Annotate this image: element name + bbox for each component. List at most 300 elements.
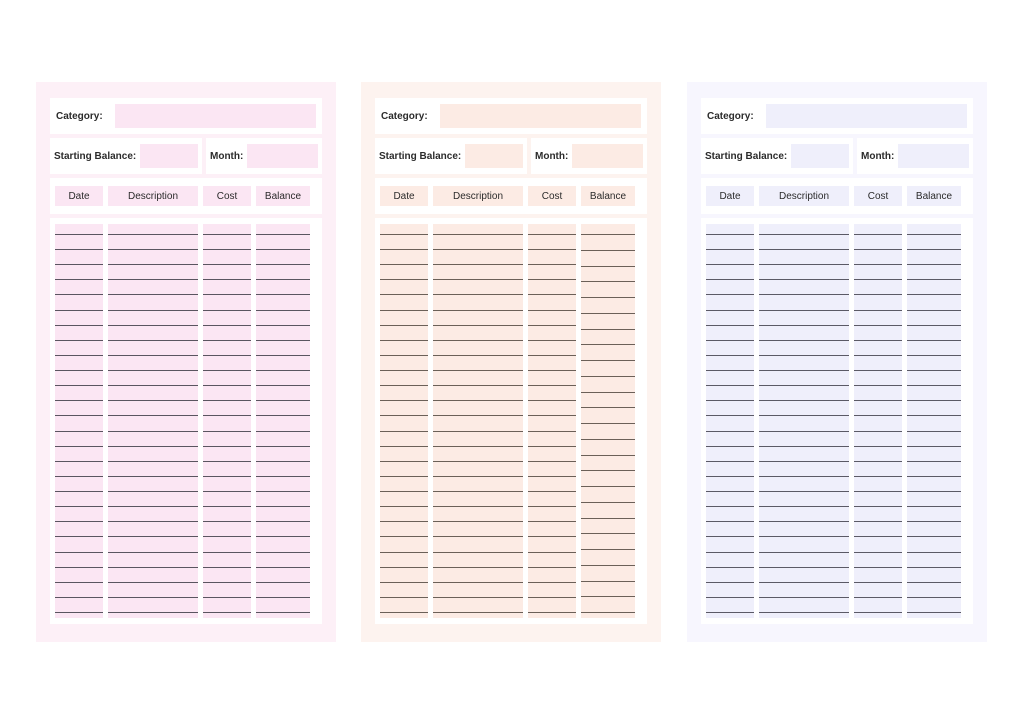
ruled-line xyxy=(854,279,902,280)
ruled-line xyxy=(907,355,961,356)
starting-balance-label: Starting Balance: xyxy=(379,150,462,162)
ruled-line xyxy=(203,234,251,235)
ruled-line xyxy=(854,264,902,265)
month-label: Month: xyxy=(535,150,569,162)
starting-balance-label: Starting Balance: xyxy=(54,150,137,162)
budget-sheet-1 xyxy=(36,82,336,642)
ruled-line xyxy=(256,446,310,447)
ruled-line xyxy=(759,461,849,462)
ruled-line xyxy=(528,506,576,507)
ruled-line xyxy=(55,506,103,507)
ruled-line xyxy=(256,385,310,386)
ruled-line xyxy=(528,325,576,326)
ruled-line xyxy=(380,431,428,432)
ruled-line xyxy=(706,476,754,477)
ruled-line xyxy=(55,536,103,537)
ruled-line xyxy=(108,446,198,447)
ruled-line xyxy=(907,506,961,507)
ruled-line xyxy=(581,470,635,471)
ruled-line xyxy=(55,234,103,235)
ruled-line xyxy=(854,431,902,432)
ruled-line xyxy=(907,567,961,568)
ruled-line xyxy=(108,415,198,416)
ruled-line xyxy=(380,294,428,295)
ruled-line xyxy=(706,597,754,598)
ruled-line xyxy=(55,415,103,416)
ruled-line xyxy=(907,612,961,613)
column-header-cost: Cost xyxy=(528,186,576,206)
ruled-line xyxy=(706,340,754,341)
ruled-line xyxy=(108,521,198,522)
ruled-line xyxy=(108,400,198,401)
category-row xyxy=(701,98,973,134)
ruled-line xyxy=(528,521,576,522)
ruled-line xyxy=(581,439,635,440)
ruled-line xyxy=(854,385,902,386)
starting-balance-field[interactable] xyxy=(140,144,198,168)
ruled-line xyxy=(706,461,754,462)
ruled-line xyxy=(854,476,902,477)
ruled-line xyxy=(256,310,310,311)
ruled-line xyxy=(256,612,310,613)
ruled-line xyxy=(203,461,251,462)
ruled-line xyxy=(759,612,849,613)
ruled-line xyxy=(528,431,576,432)
ruled-line xyxy=(108,249,198,250)
ruled-line xyxy=(581,376,635,377)
ruled-line xyxy=(528,567,576,568)
ruled-line xyxy=(907,340,961,341)
ruled-line xyxy=(907,400,961,401)
ruled-line xyxy=(256,400,310,401)
ruled-line xyxy=(55,294,103,295)
ruled-line xyxy=(907,279,961,280)
ruled-line xyxy=(55,279,103,280)
ledger-column-cost[interactable] xyxy=(528,224,576,618)
ruled-line xyxy=(380,597,428,598)
ruled-line xyxy=(581,423,635,424)
ledger-column-description[interactable] xyxy=(433,224,523,618)
ruled-line xyxy=(433,294,523,295)
ruled-line xyxy=(581,234,635,235)
ruled-line xyxy=(854,552,902,553)
ruled-line xyxy=(108,340,198,341)
category-label: Category: xyxy=(56,110,103,122)
ruled-line xyxy=(528,461,576,462)
ruled-line xyxy=(256,264,310,265)
ruled-line xyxy=(581,518,635,519)
ruled-line xyxy=(203,567,251,568)
ruled-line xyxy=(907,234,961,235)
ruled-line xyxy=(581,581,635,582)
ruled-line xyxy=(433,582,523,583)
ledger-body xyxy=(50,218,322,624)
ruled-line xyxy=(759,567,849,568)
budget-sheet-3 xyxy=(687,82,987,642)
ruled-line xyxy=(706,552,754,553)
ledger-column-date[interactable] xyxy=(706,224,754,618)
ruled-line xyxy=(203,310,251,311)
month-field[interactable] xyxy=(572,144,643,168)
ruled-line xyxy=(380,521,428,522)
ruled-line xyxy=(528,249,576,250)
ledger-column-cost[interactable] xyxy=(854,224,902,618)
ruled-line xyxy=(108,234,198,235)
ruled-line xyxy=(581,360,635,361)
ruled-line xyxy=(706,310,754,311)
ruled-line xyxy=(380,310,428,311)
ruled-line xyxy=(380,415,428,416)
ruled-line xyxy=(759,597,849,598)
ruled-line xyxy=(706,536,754,537)
ruled-line xyxy=(706,491,754,492)
ruled-line xyxy=(528,552,576,553)
column-header-date: Date xyxy=(55,186,103,206)
ruled-line xyxy=(203,370,251,371)
ruled-line xyxy=(528,279,576,280)
ruled-line xyxy=(907,370,961,371)
ruled-line xyxy=(854,446,902,447)
column-header-description: Description xyxy=(108,186,198,206)
ruled-line xyxy=(581,344,635,345)
ruled-line xyxy=(433,612,523,613)
ruled-line xyxy=(55,521,103,522)
ruled-line xyxy=(203,446,251,447)
ruled-line xyxy=(528,264,576,265)
ruled-line xyxy=(55,491,103,492)
ruled-line xyxy=(759,552,849,553)
ruled-line xyxy=(380,355,428,356)
column-header-balance: Balance xyxy=(256,186,310,206)
column-header-date: Date xyxy=(706,186,754,206)
ruled-line xyxy=(433,234,523,235)
ruled-line xyxy=(528,340,576,341)
ruled-line xyxy=(759,325,849,326)
ruled-line xyxy=(55,461,103,462)
ruled-line xyxy=(108,491,198,492)
category-row xyxy=(375,98,647,134)
ruled-line xyxy=(907,431,961,432)
ledger-column-date[interactable] xyxy=(380,224,428,618)
column-header-row xyxy=(50,178,322,214)
ruled-line xyxy=(854,325,902,326)
ruled-line xyxy=(203,612,251,613)
ruled-line xyxy=(907,385,961,386)
ledger-column-balance[interactable] xyxy=(907,224,961,618)
ruled-line xyxy=(759,310,849,311)
ruled-line xyxy=(256,491,310,492)
ruled-line xyxy=(854,461,902,462)
ruled-line xyxy=(108,279,198,280)
ruled-line xyxy=(759,431,849,432)
category-field[interactable] xyxy=(440,104,641,128)
category-field[interactable] xyxy=(115,104,316,128)
ruled-line xyxy=(706,612,754,613)
month-field[interactable] xyxy=(898,144,969,168)
ruled-line xyxy=(55,552,103,553)
ruled-line xyxy=(108,506,198,507)
ruled-line xyxy=(854,612,902,613)
ruled-line xyxy=(706,264,754,265)
ruled-line xyxy=(706,446,754,447)
ruled-line xyxy=(203,264,251,265)
ruled-line xyxy=(854,567,902,568)
ruled-line xyxy=(581,549,635,550)
ruled-line xyxy=(528,370,576,371)
ruled-line xyxy=(380,567,428,568)
ruled-line xyxy=(203,385,251,386)
ruled-line xyxy=(854,415,902,416)
ruled-line xyxy=(854,249,902,250)
ruled-line xyxy=(433,310,523,311)
ruled-line xyxy=(55,264,103,265)
ruled-line xyxy=(55,370,103,371)
ruled-line xyxy=(433,506,523,507)
ruled-line xyxy=(528,234,576,235)
ruled-line xyxy=(108,461,198,462)
ruled-line xyxy=(433,370,523,371)
month-field[interactable] xyxy=(247,144,318,168)
column-header-description: Description xyxy=(759,186,849,206)
ruled-line xyxy=(203,521,251,522)
ruled-line xyxy=(706,234,754,235)
ruled-line xyxy=(907,249,961,250)
ruled-line xyxy=(108,552,198,553)
month-panel xyxy=(531,138,647,174)
balance-month-row xyxy=(701,138,973,174)
ruled-line xyxy=(203,249,251,250)
column-header-cost: Cost xyxy=(854,186,902,206)
ruled-line xyxy=(256,234,310,235)
ledger-column-balance[interactable] xyxy=(256,224,310,618)
ruled-line xyxy=(854,506,902,507)
ruled-line xyxy=(759,279,849,280)
ruled-line xyxy=(256,567,310,568)
ruled-line xyxy=(108,582,198,583)
ruled-line xyxy=(203,431,251,432)
ruled-line xyxy=(55,567,103,568)
starting-balance-panel xyxy=(701,138,853,174)
month-label: Month: xyxy=(861,150,895,162)
ruled-line xyxy=(581,329,635,330)
category-row xyxy=(50,98,322,134)
ruled-line xyxy=(433,400,523,401)
ruled-line xyxy=(55,340,103,341)
ruled-line xyxy=(203,415,251,416)
ruled-line xyxy=(907,491,961,492)
ruled-line xyxy=(108,536,198,537)
ruled-line xyxy=(528,582,576,583)
starting-balance-field[interactable] xyxy=(465,144,523,168)
ruled-line xyxy=(55,355,103,356)
month-label: Month: xyxy=(210,150,244,162)
ruled-line xyxy=(581,297,635,298)
ruled-line xyxy=(55,612,103,613)
ruled-line xyxy=(256,294,310,295)
ruled-line xyxy=(581,596,635,597)
ruled-line xyxy=(854,310,902,311)
column-header-date: Date xyxy=(380,186,428,206)
ruled-line xyxy=(256,370,310,371)
ruled-line xyxy=(433,567,523,568)
ruled-line xyxy=(108,567,198,568)
ruled-line xyxy=(854,294,902,295)
ruled-line xyxy=(759,294,849,295)
ruled-line xyxy=(108,325,198,326)
ruled-line xyxy=(528,415,576,416)
ruled-line xyxy=(256,340,310,341)
ruled-line xyxy=(256,476,310,477)
ruled-line xyxy=(854,370,902,371)
ruled-line xyxy=(203,279,251,280)
ruled-line xyxy=(108,431,198,432)
ruled-line xyxy=(55,582,103,583)
ruled-line xyxy=(759,415,849,416)
category-field[interactable] xyxy=(766,104,967,128)
ruled-line xyxy=(528,536,576,537)
ruled-line xyxy=(380,370,428,371)
ruled-line xyxy=(203,506,251,507)
ruled-line xyxy=(108,370,198,371)
ruled-line xyxy=(854,582,902,583)
ruled-line xyxy=(706,370,754,371)
ruled-line xyxy=(256,552,310,553)
ruled-line xyxy=(203,340,251,341)
ruled-line xyxy=(55,385,103,386)
ruled-line xyxy=(907,536,961,537)
ruled-line xyxy=(706,279,754,280)
ledger-body xyxy=(375,218,647,624)
ledger-column-cost[interactable] xyxy=(203,224,251,618)
ruled-line xyxy=(907,446,961,447)
ledger-column-balance[interactable] xyxy=(581,224,635,618)
ruled-line xyxy=(256,279,310,280)
ruled-line xyxy=(380,340,428,341)
ruled-line xyxy=(203,355,251,356)
ruled-line xyxy=(380,461,428,462)
ruled-line xyxy=(256,597,310,598)
ruled-line xyxy=(433,325,523,326)
ruled-line xyxy=(433,491,523,492)
ruled-line xyxy=(256,536,310,537)
ruled-line xyxy=(528,355,576,356)
ruled-line xyxy=(528,446,576,447)
ruled-line xyxy=(907,582,961,583)
ruled-line xyxy=(581,455,635,456)
ruled-line xyxy=(759,521,849,522)
ruled-line xyxy=(759,370,849,371)
ruled-line xyxy=(528,491,576,492)
starting-balance-field[interactable] xyxy=(791,144,849,168)
ruled-line xyxy=(108,476,198,477)
ruled-line xyxy=(55,310,103,311)
ruled-line xyxy=(706,415,754,416)
ruled-line xyxy=(854,597,902,598)
ruled-line xyxy=(907,476,961,477)
ruled-line xyxy=(433,521,523,522)
ruled-line xyxy=(108,612,198,613)
ruled-line xyxy=(854,521,902,522)
ruled-line xyxy=(203,597,251,598)
ruled-line xyxy=(706,567,754,568)
ruled-line xyxy=(55,400,103,401)
ruled-line xyxy=(581,533,635,534)
budget-sheet-2 xyxy=(361,82,661,642)
ruled-line xyxy=(380,234,428,235)
ruled-line xyxy=(380,476,428,477)
ruled-line xyxy=(706,294,754,295)
ruled-line xyxy=(706,355,754,356)
ruled-line xyxy=(108,597,198,598)
starting-balance-panel xyxy=(375,138,527,174)
ruled-line xyxy=(433,385,523,386)
ruled-line xyxy=(380,536,428,537)
ruled-line xyxy=(759,385,849,386)
ruled-line xyxy=(759,249,849,250)
ruled-line xyxy=(380,400,428,401)
starting-balance-label: Starting Balance: xyxy=(705,150,788,162)
ruled-line xyxy=(256,355,310,356)
ruled-line xyxy=(581,392,635,393)
ruled-line xyxy=(907,325,961,326)
ruled-line xyxy=(256,431,310,432)
ruled-line xyxy=(854,491,902,492)
ruled-line xyxy=(706,249,754,250)
ruled-line xyxy=(380,612,428,613)
ruled-line xyxy=(854,355,902,356)
ledger-column-description[interactable] xyxy=(759,224,849,618)
ledger-column-date[interactable] xyxy=(55,224,103,618)
ruled-line xyxy=(907,264,961,265)
ruled-line xyxy=(55,597,103,598)
ruled-line xyxy=(433,536,523,537)
ruled-line xyxy=(55,446,103,447)
ruled-line xyxy=(203,476,251,477)
ruled-line xyxy=(256,415,310,416)
ruled-line xyxy=(380,279,428,280)
month-panel xyxy=(857,138,973,174)
ruled-line xyxy=(907,415,961,416)
ruled-line xyxy=(433,446,523,447)
ruled-line xyxy=(256,506,310,507)
month-panel xyxy=(206,138,322,174)
ruled-line xyxy=(907,294,961,295)
ruled-line xyxy=(108,264,198,265)
ruled-line xyxy=(256,582,310,583)
ruled-line xyxy=(433,552,523,553)
ruled-line xyxy=(433,597,523,598)
ruled-line xyxy=(907,521,961,522)
ruled-line xyxy=(433,279,523,280)
ruled-line xyxy=(55,476,103,477)
ruled-line xyxy=(55,249,103,250)
ruled-line xyxy=(759,536,849,537)
balance-month-row xyxy=(375,138,647,174)
ledger-column-description[interactable] xyxy=(108,224,198,618)
ruled-line xyxy=(581,281,635,282)
ruled-line xyxy=(907,552,961,553)
ruled-line xyxy=(433,249,523,250)
ruled-line xyxy=(528,612,576,613)
ruled-line xyxy=(203,536,251,537)
ruled-line xyxy=(55,431,103,432)
ruled-line xyxy=(581,266,635,267)
ruled-line xyxy=(433,431,523,432)
starting-balance-panel xyxy=(50,138,202,174)
ruled-line xyxy=(706,325,754,326)
category-label: Category: xyxy=(707,110,754,122)
ruled-line xyxy=(433,476,523,477)
